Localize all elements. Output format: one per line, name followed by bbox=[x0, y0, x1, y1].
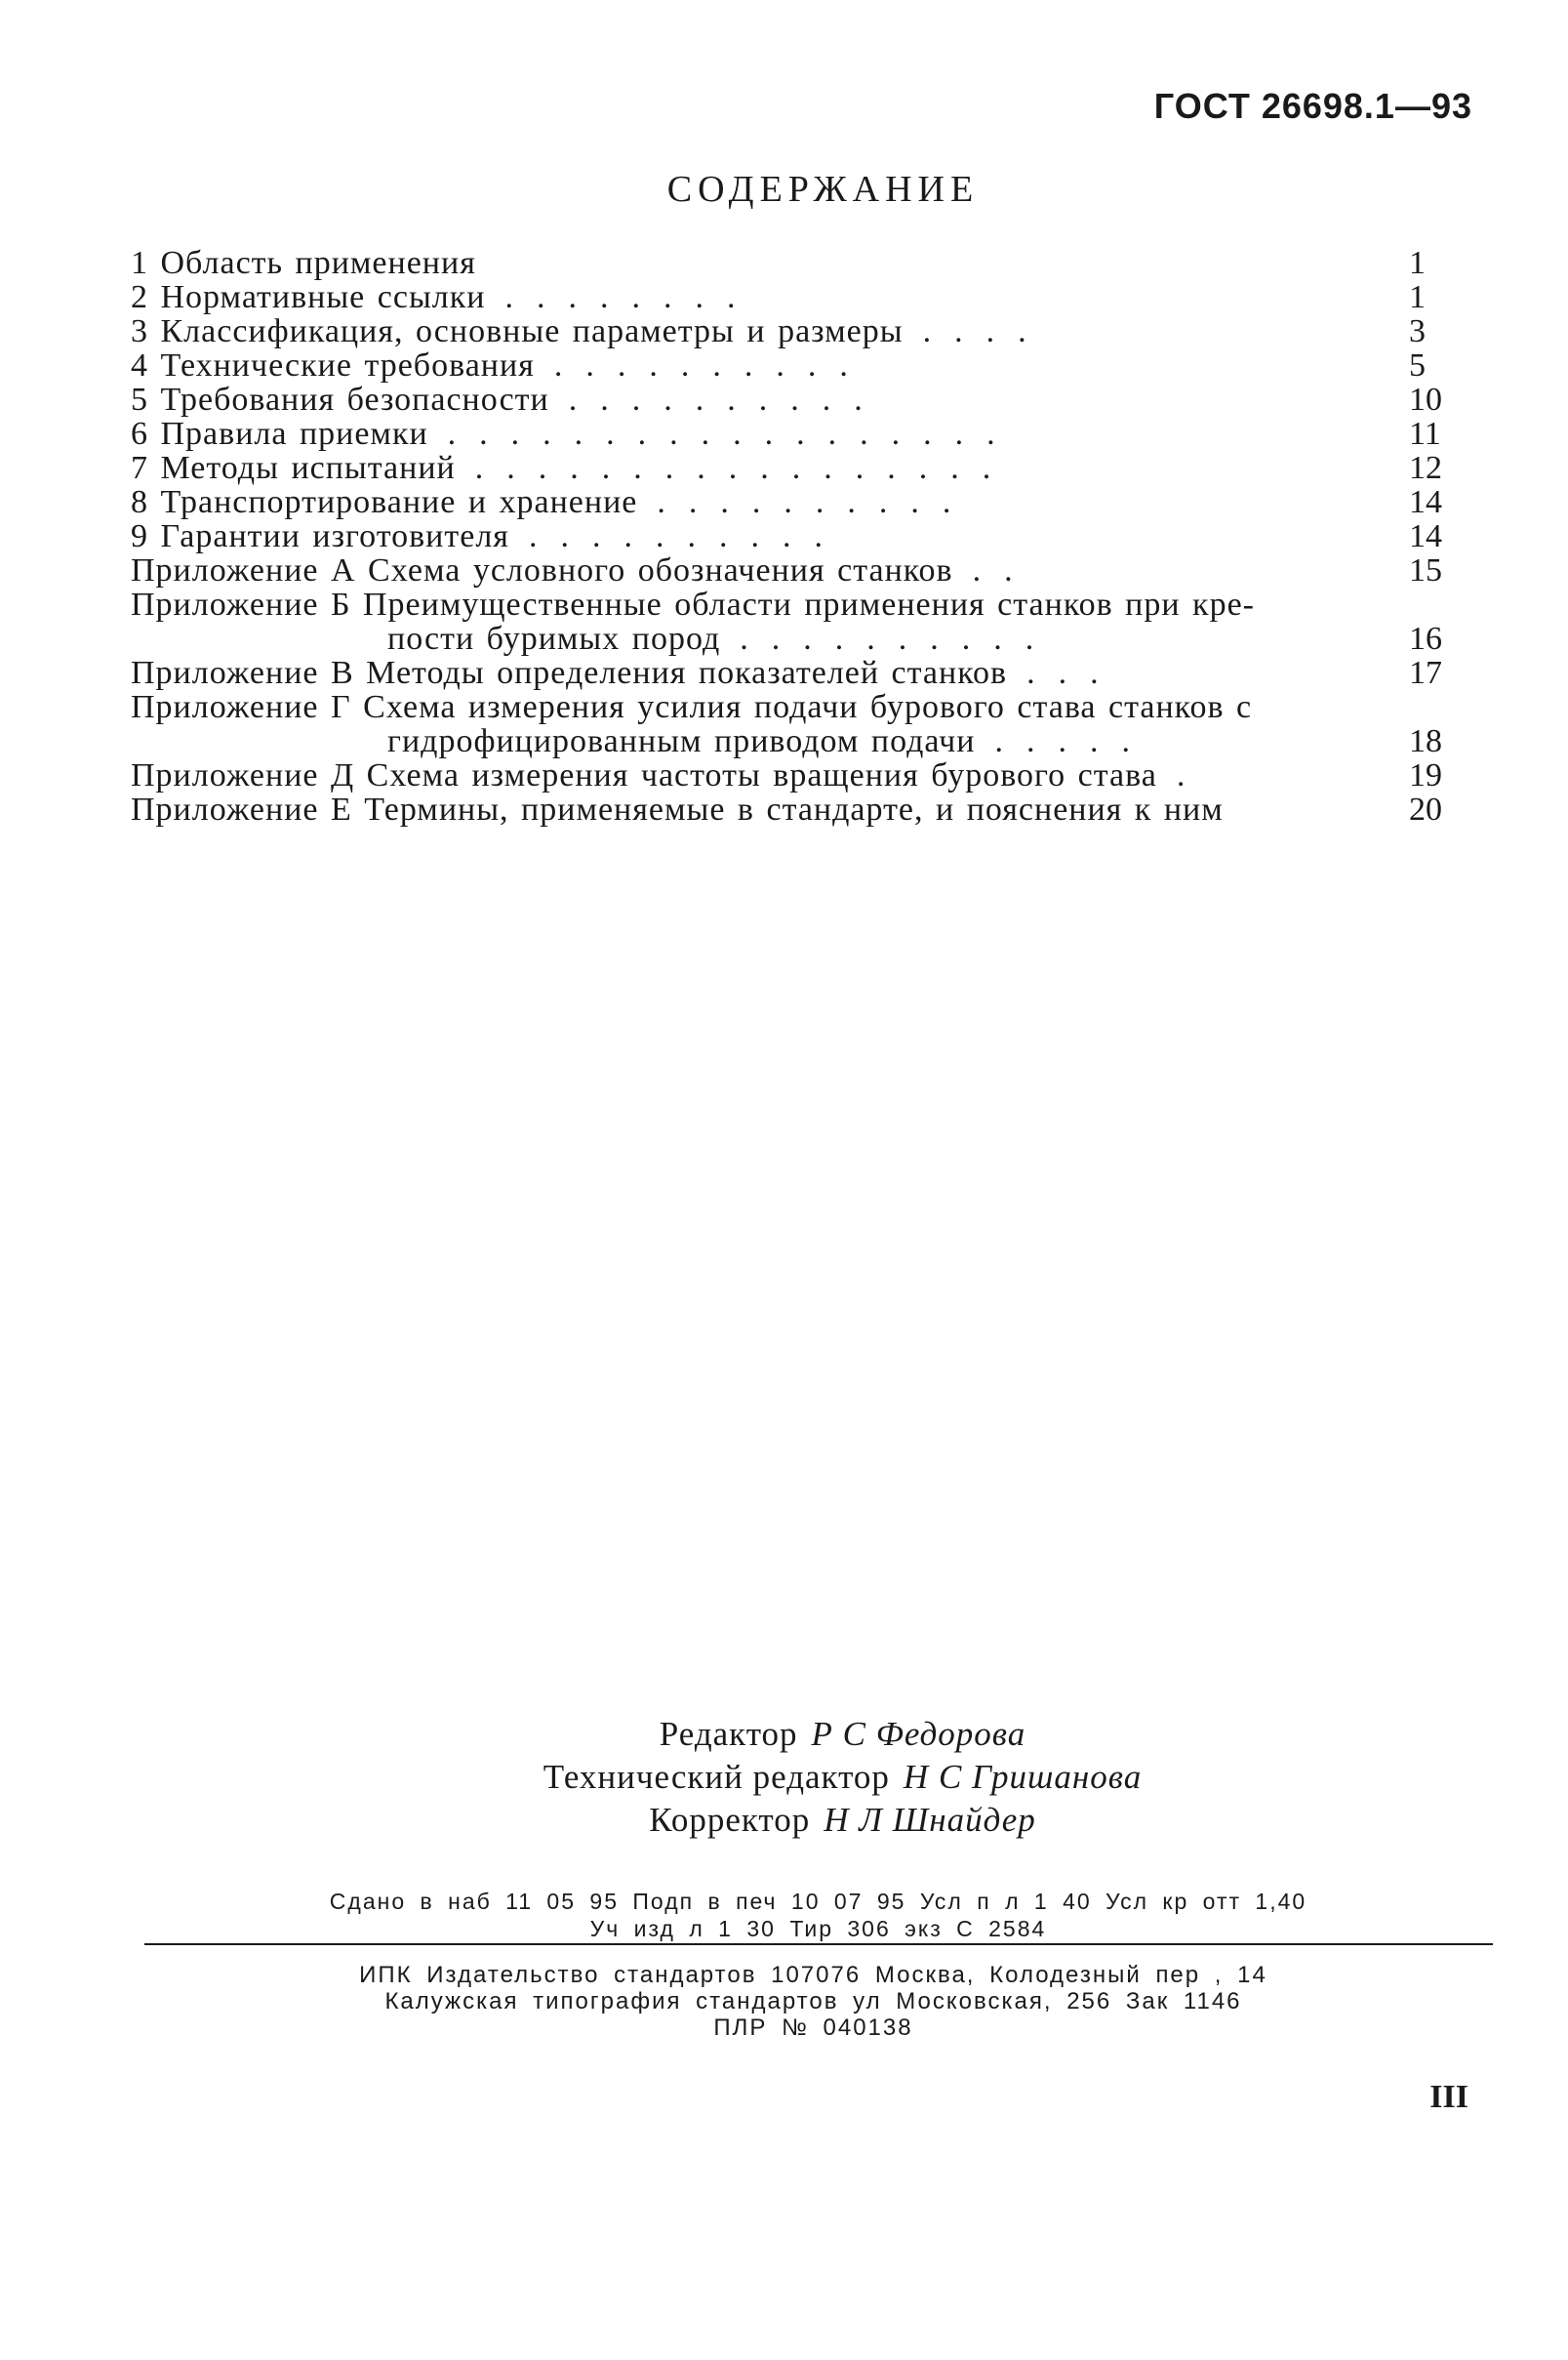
toc-entry-text: 4 Технические требования bbox=[131, 347, 535, 384]
toc-entry bbox=[131, 348, 1477, 383]
toc-entry-page: 19 bbox=[1409, 757, 1442, 793]
publisher-line: ИПК Издательство стандартов 107076 Москва, Колодезный пер , 14 bbox=[359, 1962, 1267, 1988]
toc-leader: .......... bbox=[740, 622, 1058, 656]
tech-editor-line bbox=[117, 1756, 1568, 1799]
toc-entry-page: 1 bbox=[1409, 245, 1426, 281]
toc-entry-text: Приложение Е Термины, применяемые в стандарте, и пояснения к ним bbox=[131, 792, 1224, 828]
print-info-line: Сдано в наб 11 05 95 Подп в печ 10 07 95 Усл п л 1 40 Усл кр отт 1,40 bbox=[329, 1889, 1307, 1914]
toc-entry-text: пости буримых пород bbox=[387, 621, 721, 657]
proofreader-line bbox=[117, 1799, 1568, 1842]
toc-entry-page: 17 bbox=[1409, 655, 1442, 691]
proofreader-name: Н Л Шнайдер bbox=[824, 1801, 1036, 1839]
publisher-line: Калужская типография стандартов ул Московская, 256 Зак 1146 bbox=[384, 1988, 1242, 2014]
publisher-info bbox=[0, 1962, 1568, 2041]
toc-leader: .......... bbox=[553, 348, 871, 383]
toc-entry bbox=[131, 314, 1477, 348]
toc-leader: ................. bbox=[474, 451, 1015, 485]
print-info bbox=[0, 1888, 1568, 1942]
toc-entry-text: 6 Правила приемки bbox=[131, 416, 428, 452]
toc-leader: . bbox=[1176, 758, 1209, 793]
document-code: ГОСТ 26698.1—93 bbox=[1153, 86, 1472, 126]
tech-editor-role: Технический редактор bbox=[543, 1758, 890, 1796]
table-of-contents bbox=[131, 246, 1477, 827]
toc-entry-page: 14 bbox=[1409, 518, 1442, 554]
toc-entry bbox=[131, 656, 1477, 690]
toc-entry-text: Приложение В Методы определения показателей станков bbox=[131, 655, 1008, 691]
toc-entry-text: 3 Классификация, основные параметры и размеры bbox=[131, 313, 904, 349]
toc-entry bbox=[131, 485, 1477, 519]
print-info-line: Уч изд л 1 30 Тир 306 экз С 2584 bbox=[589, 1916, 1047, 1941]
toc-leader: .......... bbox=[657, 485, 975, 519]
toc-leader: .. bbox=[972, 553, 1036, 588]
toc-entry bbox=[131, 451, 1477, 485]
toc-entry bbox=[131, 417, 1477, 451]
editor-name: Р С Федорова bbox=[811, 1715, 1026, 1753]
editor-role: Редактор bbox=[659, 1715, 798, 1753]
toc-entry bbox=[131, 246, 1477, 280]
toc-entry-page: 11 bbox=[1409, 416, 1441, 452]
toc-entry-text: 9 Гарантии изготовителя bbox=[131, 518, 509, 554]
toc-entry-page: 20 bbox=[1409, 792, 1442, 828]
toc-entry bbox=[131, 793, 1477, 827]
toc-entry-page: 14 bbox=[1409, 484, 1442, 520]
toc-entry-text: Приложение Д Схема измерения частоты вращения бурового става bbox=[131, 757, 1157, 793]
credits-block bbox=[0, 1713, 1568, 1842]
toc-entry-continuation bbox=[131, 622, 1477, 656]
divider bbox=[144, 1943, 1493, 1945]
toc-entry bbox=[131, 383, 1477, 417]
toc-entry-page: 1 bbox=[1409, 279, 1426, 315]
toc-entry bbox=[131, 690, 1477, 724]
toc-entry-page: 12 bbox=[1409, 450, 1442, 486]
toc-entry bbox=[131, 280, 1477, 314]
toc-entry-page: 18 bbox=[1409, 723, 1442, 759]
toc-entry bbox=[131, 758, 1477, 793]
toc-leader: .................. bbox=[447, 417, 1019, 451]
toc-entry-continuation bbox=[131, 724, 1477, 758]
toc-entry bbox=[131, 519, 1477, 553]
toc-entry-page: 5 bbox=[1409, 347, 1426, 384]
toc-leader: ... bbox=[1026, 656, 1122, 690]
toc-leader: ..... bbox=[994, 724, 1153, 758]
toc-entry-text: 8 Транспортирование и хранение bbox=[131, 484, 638, 520]
toc-leader: .......... bbox=[568, 383, 886, 417]
publisher-line: ПЛР № 040138 bbox=[713, 2014, 913, 2041]
toc-leader: .... bbox=[922, 314, 1050, 348]
editor-line bbox=[117, 1713, 1568, 1756]
toc-entry-text: Приложение Б Преимущественные области применения станков при кре- bbox=[131, 587, 1255, 623]
toc-entry-page: 3 bbox=[1409, 313, 1426, 349]
toc-entry-text: Приложение А Схема условного обозначения станков bbox=[131, 552, 953, 589]
toc-entry bbox=[131, 588, 1477, 622]
toc-entry-text: 5 Требования безопасности bbox=[131, 382, 549, 418]
page-number: III bbox=[1429, 2079, 1468, 2115]
toc-entry-page: 10 bbox=[1409, 382, 1442, 418]
toc-entry-text: 7 Методы испытаний bbox=[131, 450, 456, 486]
toc-entry-text: гидрофицированным приводом подачи bbox=[387, 723, 976, 759]
toc-entry-text: 1 Область применения bbox=[131, 245, 476, 281]
toc-title: СОДЕРЖАНИЕ bbox=[666, 169, 980, 210]
toc-entry-page: 15 bbox=[1409, 552, 1442, 589]
toc-entry-text: 2 Нормативные ссылки bbox=[131, 279, 486, 315]
toc-entry bbox=[131, 553, 1477, 588]
toc-entry-page: 16 bbox=[1409, 621, 1442, 657]
toc-leader: ........ bbox=[504, 280, 759, 314]
toc-leader: .......... bbox=[528, 519, 846, 553]
tech-editor-name: Н С Гришанова bbox=[903, 1758, 1143, 1796]
toc-entry-text: Приложение Г Схема измерения усилия подачи бурового става станков с bbox=[131, 689, 1253, 725]
proofreader-role: Корректор bbox=[649, 1801, 811, 1839]
